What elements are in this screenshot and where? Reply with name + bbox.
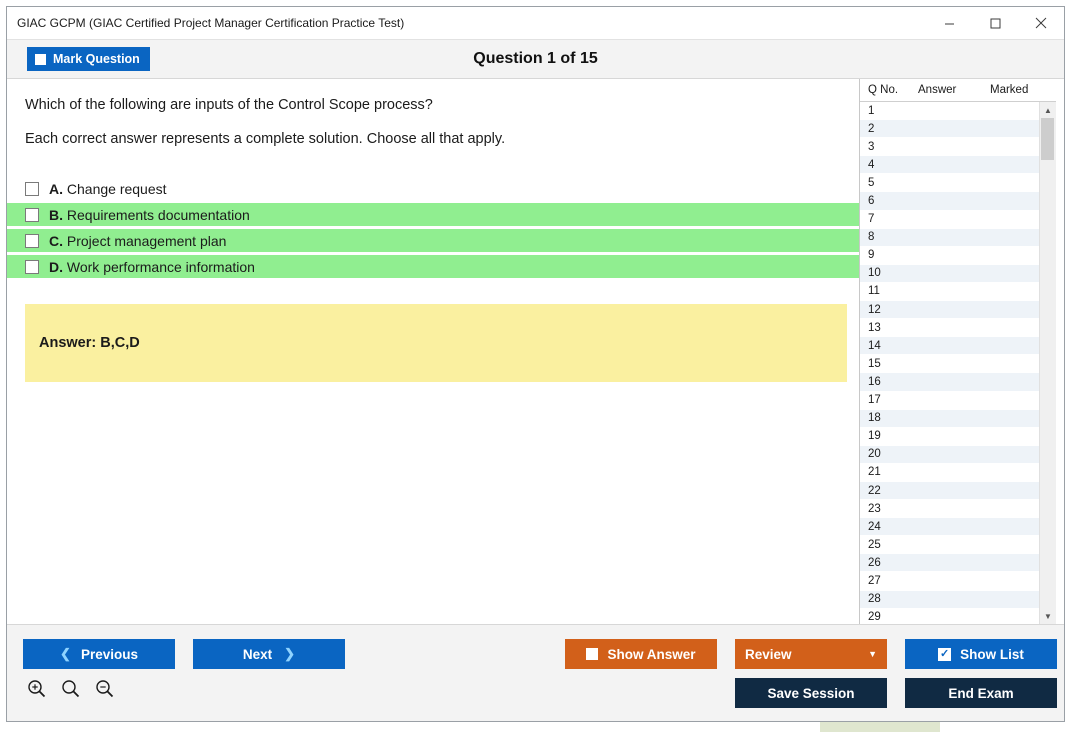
cell-qno: 17 — [868, 394, 881, 407]
option-checkbox-d[interactable] — [25, 260, 39, 274]
cell-qno: 5 — [868, 176, 875, 189]
next-button[interactable] — [193, 639, 345, 669]
cell-qno: 26 — [868, 556, 881, 569]
column-header-answer: Answer — [918, 84, 957, 96]
question-list-pane — [859, 79, 1056, 624]
zoom-in-icon[interactable] — [25, 677, 47, 699]
scroll-up-icon[interactable]: ▲ — [1044, 105, 1052, 115]
table-row[interactable] — [860, 102, 1039, 120]
cell-qno: 1 — [868, 104, 875, 117]
cell-qno: 16 — [868, 375, 881, 388]
title-bar — [7, 7, 1064, 40]
table-row[interactable] — [860, 518, 1039, 536]
table-row[interactable] — [860, 428, 1039, 446]
mark-question-label: Mark Question — [53, 52, 140, 66]
review-dropdown[interactable] — [735, 639, 887, 669]
cell-qno: 9 — [868, 249, 875, 262]
table-row[interactable] — [860, 120, 1039, 138]
show-answer-label: Show Answer — [607, 646, 696, 662]
table-row[interactable] — [860, 192, 1039, 210]
scrollbar-thumb[interactable] — [1041, 118, 1054, 160]
cell-qno: 28 — [868, 593, 881, 606]
zoom-toolbar — [25, 677, 115, 699]
option-checkbox-a[interactable] — [25, 182, 39, 196]
cell-qno: 2 — [868, 122, 875, 135]
header-bar — [7, 40, 1064, 79]
option-row[interactable] — [7, 203, 859, 226]
option-label-b: B. Requirements documentation — [49, 206, 250, 223]
page-title: Question 1 of 15 — [473, 50, 598, 67]
mark-question-button[interactable] — [27, 47, 150, 71]
cell-qno: 10 — [868, 267, 881, 280]
cell-qno: 7 — [868, 213, 875, 226]
cell-qno: 25 — [868, 538, 881, 551]
question-text: Which of the following are inputs of the Control Scope process? — [25, 97, 433, 113]
cell-qno: 22 — [868, 484, 881, 497]
chevron-right-icon: ❯ — [284, 646, 296, 661]
previous-label: Previous — [80, 646, 138, 662]
body-area — [7, 79, 1064, 624]
column-header-marked: Marked — [990, 84, 1029, 96]
scroll-down-icon[interactable]: ▼ — [1044, 611, 1052, 621]
previous-button[interactable] — [23, 639, 175, 669]
save-session-label: Save Session — [767, 685, 855, 701]
column-header-qno: Q No. — [868, 84, 899, 96]
cell-qno: 18 — [868, 412, 881, 425]
exam-window — [6, 6, 1065, 722]
table-row[interactable] — [860, 373, 1039, 391]
zoom-icon[interactable] — [59, 677, 81, 699]
options-list — [7, 177, 859, 278]
table-row[interactable] — [860, 591, 1039, 609]
table-row[interactable] — [860, 138, 1039, 156]
table-row[interactable] — [860, 500, 1039, 518]
table-row[interactable] — [860, 536, 1039, 554]
minimize-icon[interactable] — [926, 8, 972, 39]
table-row[interactable] — [860, 337, 1039, 355]
scrollbar-track[interactable] — [1040, 118, 1056, 608]
table-row[interactable] — [860, 554, 1039, 572]
cell-qno: 19 — [868, 430, 881, 443]
table-row[interactable] — [860, 174, 1039, 192]
cell-qno: 11 — [868, 285, 880, 298]
table-row[interactable] — [860, 211, 1039, 229]
cell-qno: 27 — [868, 574, 881, 587]
table-row[interactable] — [860, 446, 1039, 464]
cell-qno: 20 — [868, 448, 881, 461]
cell-qno: 3 — [868, 140, 875, 153]
table-row[interactable] — [860, 410, 1039, 428]
review-label: Review — [745, 646, 792, 662]
cell-qno: 24 — [868, 520, 881, 533]
save-session-button[interactable] — [735, 678, 887, 708]
show-list-checkbox-icon: ✓ — [940, 647, 950, 660]
answer-panel — [25, 304, 847, 382]
end-exam-button[interactable] — [905, 678, 1057, 708]
question-list-header — [860, 79, 1056, 102]
table-row[interactable] — [860, 319, 1039, 337]
cell-qno: 12 — [868, 303, 881, 316]
option-checkbox-c[interactable] — [25, 234, 39, 248]
table-row[interactable] — [860, 229, 1039, 247]
option-label-d: D. Work performance information — [49, 258, 255, 275]
table-row[interactable] — [860, 572, 1039, 590]
table-row[interactable] — [860, 464, 1039, 482]
end-exam-label: End Exam — [948, 685, 1014, 701]
option-row[interactable] — [7, 177, 859, 200]
table-row[interactable] — [860, 156, 1039, 174]
cell-qno: 15 — [868, 357, 881, 370]
cell-qno: 13 — [868, 321, 881, 334]
table-row[interactable] — [860, 392, 1039, 410]
table-row[interactable] — [860, 355, 1039, 373]
table-row[interactable] — [860, 482, 1039, 500]
show-list-button[interactable] — [905, 639, 1057, 669]
next-label: Next — [242, 646, 273, 662]
option-row[interactable] — [7, 229, 859, 252]
answer-text: Answer: B,C,D — [39, 335, 140, 351]
option-label-a: A. Change request — [49, 180, 167, 197]
chevron-left-icon: ❮ — [60, 646, 71, 661]
show-answer-button[interactable] — [565, 639, 717, 669]
cell-qno: 29 — [868, 611, 881, 624]
window-title: GIAC GCPM (GIAC Certified Project Manager Certification Practice Test) — [17, 16, 405, 30]
footer-bar — [7, 624, 1064, 721]
show-answer-checkbox-icon — [586, 648, 598, 660]
question-instruction: Each correct answer represents a complete solution. Choose all that apply. — [25, 131, 506, 147]
cell-qno: 14 — [868, 339, 881, 352]
show-list-label: Show List — [960, 646, 1024, 662]
table-row[interactable] — [860, 283, 1039, 301]
table-row[interactable] — [860, 265, 1039, 283]
cell-qno: 21 — [868, 466, 881, 479]
option-checkbox-b[interactable] — [25, 208, 39, 222]
chevron-down-icon: ▼ — [868, 649, 877, 659]
cell-qno: 23 — [868, 502, 881, 515]
cell-qno: 4 — [868, 158, 875, 171]
close-icon[interactable] — [1018, 8, 1064, 39]
table-row[interactable] — [860, 301, 1039, 319]
question-list-scrollbar[interactable] — [1039, 102, 1056, 624]
question-pane — [7, 79, 859, 624]
maximize-icon[interactable] — [972, 8, 1018, 39]
cell-qno: 8 — [868, 231, 875, 244]
question-list-rows[interactable] — [860, 102, 1039, 624]
option-row[interactable] — [7, 255, 859, 278]
zoom-out-icon[interactable] — [93, 677, 115, 699]
desktop-strip — [820, 722, 940, 732]
mark-question-checkbox-icon — [35, 54, 46, 65]
table-row[interactable] — [860, 247, 1039, 265]
cell-qno: 6 — [868, 195, 875, 208]
option-label-c: C. Project management plan — [49, 232, 227, 249]
question-list-body — [860, 102, 1056, 624]
